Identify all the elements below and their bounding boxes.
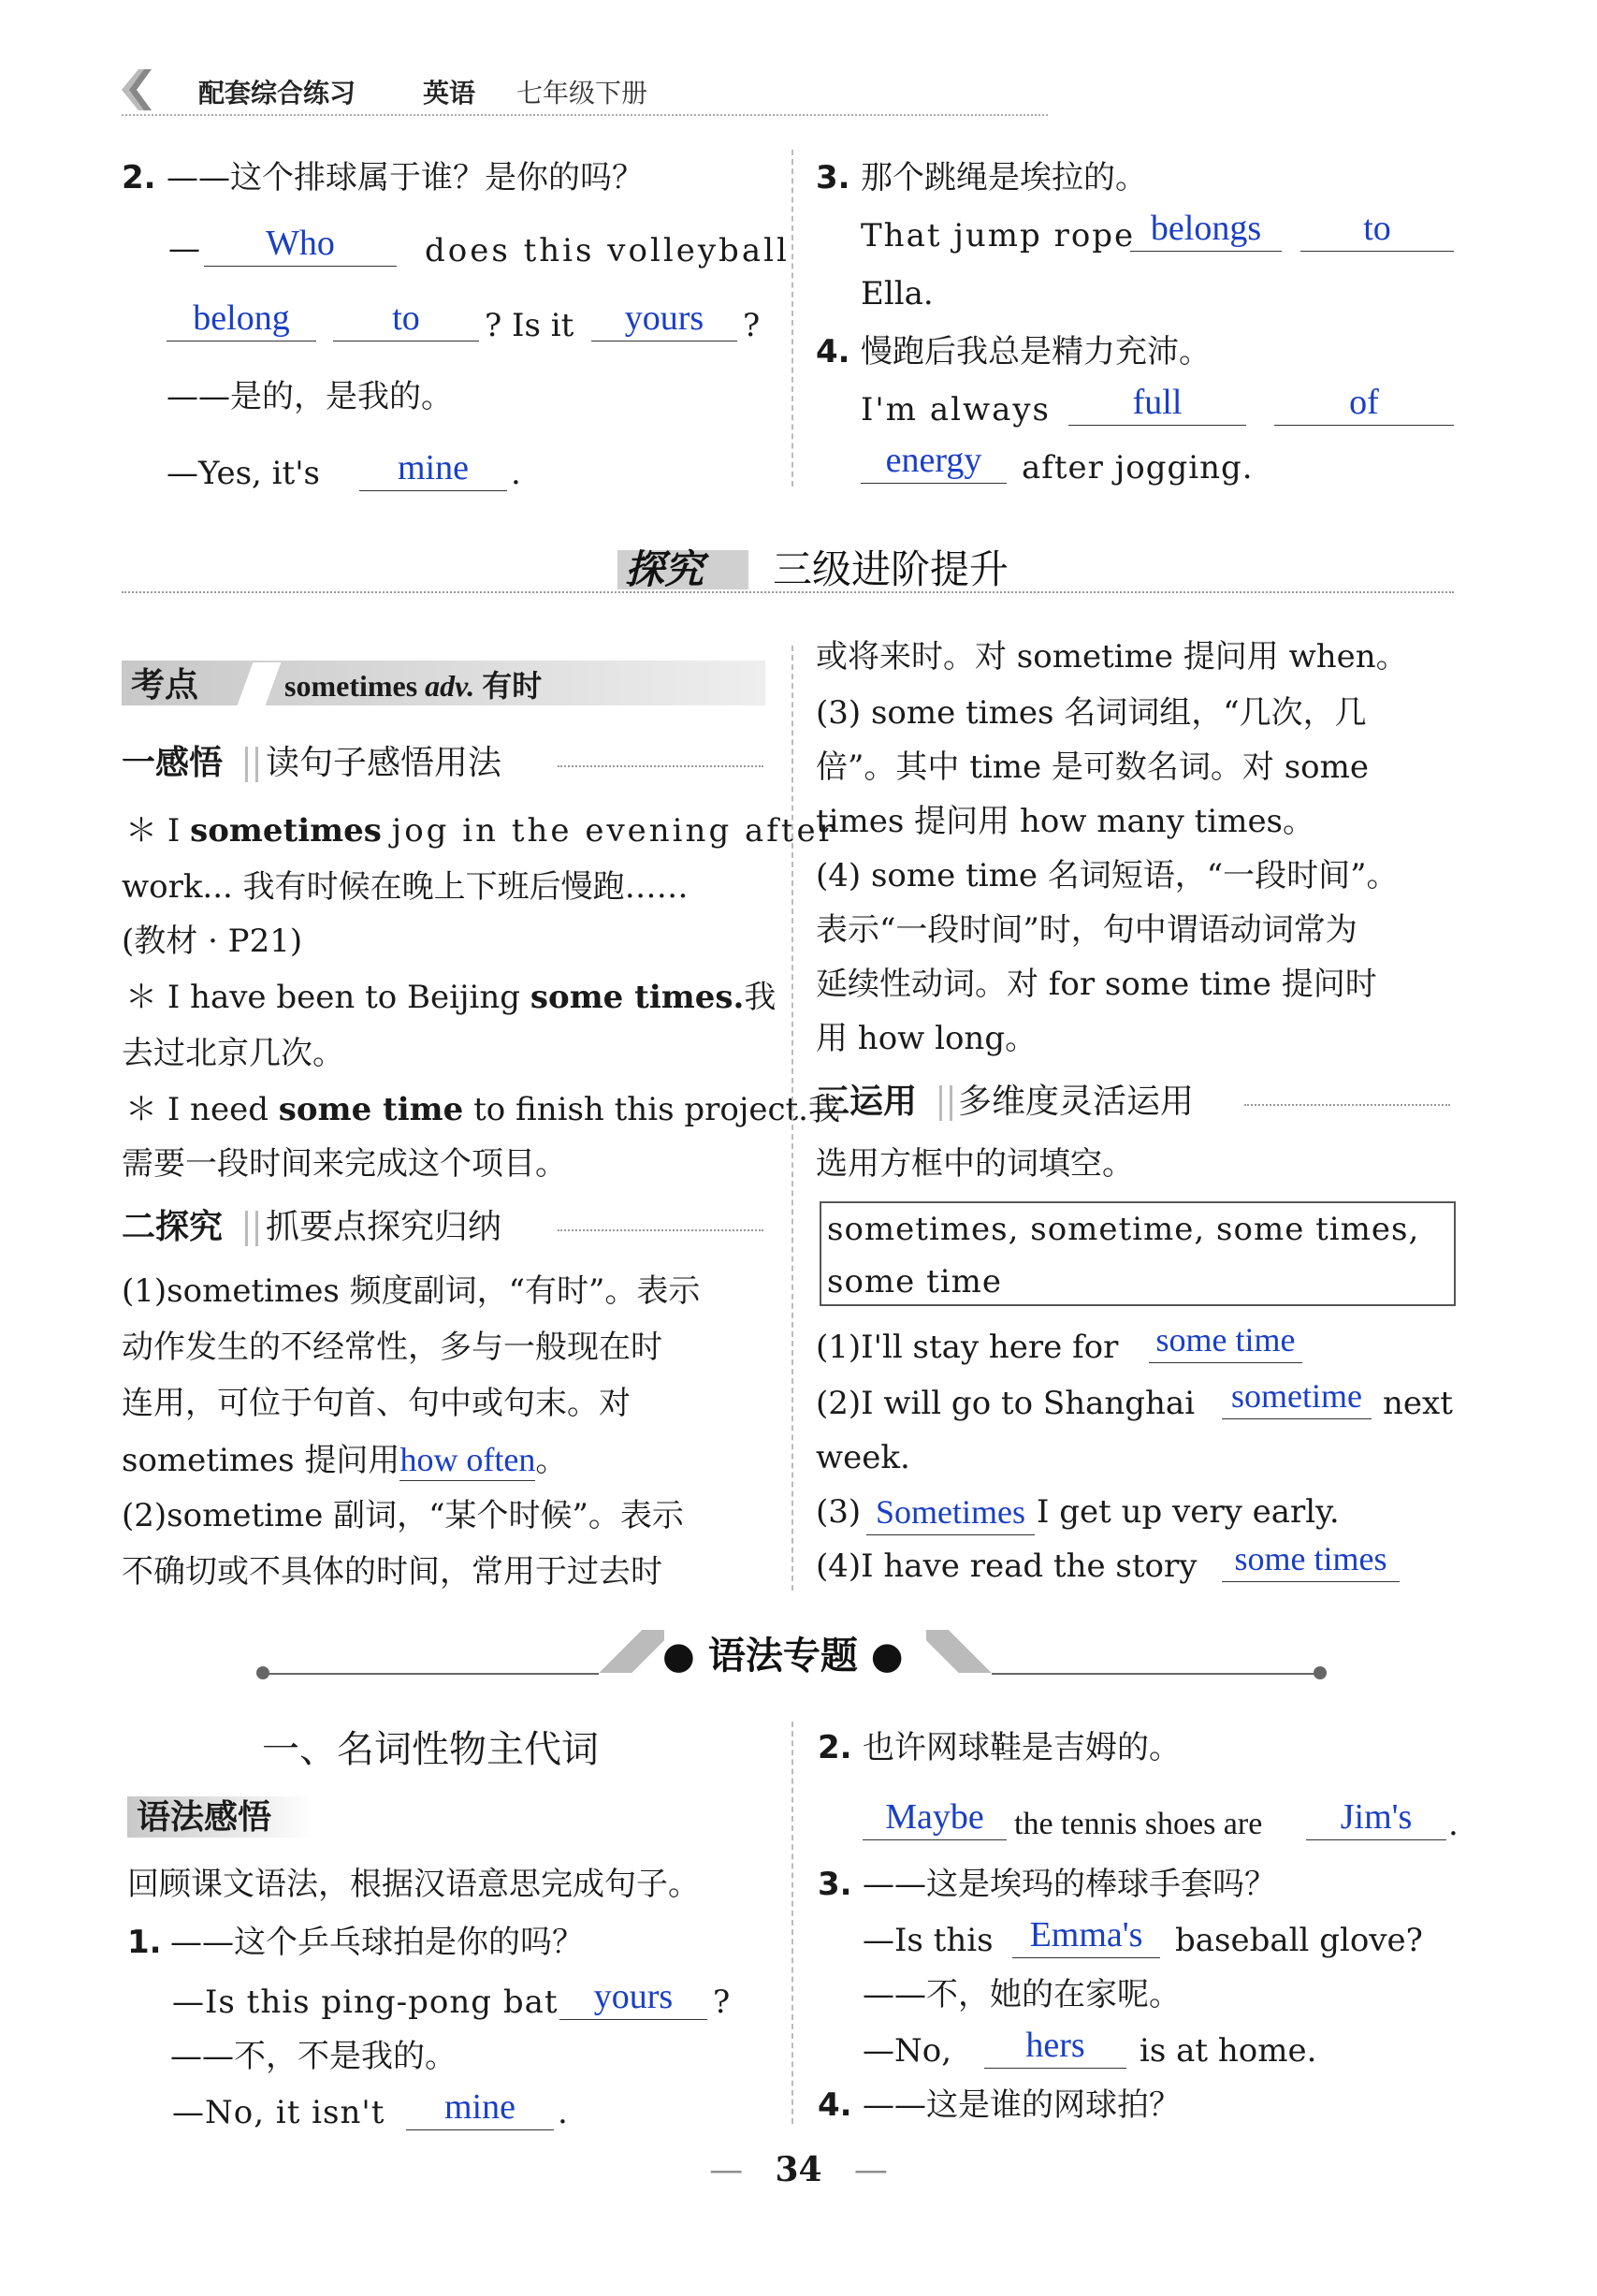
header-series: 配套综合练习 bbox=[198, 78, 356, 109]
g3-prompt: ——这是埃玛的棒球手套吗？ bbox=[863, 1866, 1276, 1903]
s2-rule bbox=[558, 1229, 763, 1231]
column-divider-middle bbox=[791, 646, 793, 1591]
fill-instruction: 选用方框中的词填空。 bbox=[816, 1145, 1134, 1183]
header-chevron-icon bbox=[120, 67, 153, 112]
s1-separator bbox=[245, 747, 258, 782]
q2-text-2: ? Is it bbox=[485, 307, 574, 344]
grammar-ornament-right bbox=[926, 1630, 992, 1673]
q2-answer-5: mine bbox=[359, 447, 507, 491]
q3-answer-2: to bbox=[1300, 208, 1454, 252]
fill-2-next: next bbox=[1383, 1385, 1453, 1422]
s1-label: 一感悟 bbox=[122, 744, 224, 782]
right-line4: times 提问用 how many times。 bbox=[816, 803, 1315, 840]
p1-line3: 连用，可位于句首、句中或句末。对 bbox=[122, 1385, 631, 1422]
grammar-ornament-left bbox=[599, 1630, 664, 1673]
g3-text-3: —No, bbox=[863, 2032, 952, 2070]
q3-answer-1: belongs bbox=[1130, 208, 1282, 252]
right-line1: 或将来时。对 sometime 提问用 when。 bbox=[816, 638, 1408, 676]
g1-number: 1. bbox=[127, 1924, 162, 1961]
g1-text-4: . bbox=[558, 2094, 568, 2131]
g3-text-1: —Is this bbox=[863, 1922, 994, 1959]
q2-reply-en: —Yes, it's bbox=[167, 455, 321, 492]
grammar-dot-left bbox=[256, 1666, 269, 1679]
ex1-line1: ＊ I sometimes jog in the evening after bbox=[125, 812, 836, 850]
g1-reply-zh: ——不，不是我的。 bbox=[170, 2038, 457, 2075]
p1-line2: 动作发生的不经常性，多与一般现在时 bbox=[122, 1329, 662, 1366]
q3-text-1: That jump rope bbox=[861, 217, 1136, 254]
g3-answer-2: hers bbox=[984, 2025, 1126, 2069]
ex2-line1: ＊ I have been to Beijing some times.我 bbox=[125, 979, 777, 1016]
g2-prompt: 也许网球鞋是吉姆的。 bbox=[863, 1729, 1181, 1766]
ex1-source: (教材 · P21) bbox=[122, 923, 303, 960]
p1-line1: (1)sometimes 频度副词，“有时”。表示 bbox=[122, 1272, 701, 1310]
q4-text-2: after jogging. bbox=[1022, 449, 1254, 487]
q4-answer-3: energy bbox=[861, 440, 1007, 484]
s2-separator bbox=[245, 1211, 258, 1246]
g2-answer-2: Jim's bbox=[1306, 1796, 1446, 1840]
kaodian-tag: 考点 bbox=[131, 666, 199, 705]
grammar-rule-left bbox=[262, 1673, 599, 1675]
fill-2-week: week. bbox=[816, 1439, 910, 1476]
q4-number: 4. bbox=[816, 333, 850, 371]
explore-rule bbox=[122, 591, 1454, 593]
q4-prompt: 慢跑后我总是精力充沛。 bbox=[861, 333, 1211, 371]
grammar-title: ● 语法专题 ● bbox=[662, 1635, 904, 1678]
right-line6: 表示“一段时间”时，句中谓语动词常为 bbox=[816, 911, 1357, 949]
column-divider-bottom bbox=[791, 1722, 793, 2124]
g2-number: 2. bbox=[818, 1729, 852, 1766]
fill-3-answer: Sometimes bbox=[866, 1491, 1035, 1535]
fill-3-num: (3) bbox=[816, 1493, 862, 1531]
g3-reply-zh: ——不，她的在家呢。 bbox=[863, 1976, 1181, 2013]
right-line5: (4) some time 名词短语，“一段时间”。 bbox=[816, 857, 1399, 894]
fill-4-text: (4)I have read the story bbox=[816, 1548, 1198, 1585]
header-grade: 七年级下册 bbox=[516, 78, 648, 109]
q2-answer-3: to bbox=[333, 298, 479, 341]
grammar-instruction: 回顾课文语法，根据汉语意思完成句子。 bbox=[127, 1866, 700, 1903]
right-line7: 延续性动词。对 for some time 提问时 bbox=[816, 966, 1377, 1003]
fill-4-answer: some times bbox=[1222, 1538, 1400, 1582]
g4-prompt: ——这是谁的网球拍？ bbox=[863, 2086, 1181, 2124]
p2-line2: 不确切或不具体的时间，常用于过去时 bbox=[122, 1553, 662, 1591]
g1-text-2: ? bbox=[713, 1984, 731, 2021]
explore-title-a: 探究 bbox=[625, 546, 704, 592]
grammar-section-title: 一、名词性物主代词 bbox=[262, 1728, 599, 1771]
ex2-line2: 去过北京几次。 bbox=[122, 1035, 344, 1072]
q2-answer-1: Who bbox=[204, 223, 397, 267]
s3-label: 三运用 bbox=[816, 1083, 918, 1121]
q3-prompt: 那个跳绳是埃拉的。 bbox=[861, 159, 1147, 196]
s1-title: 读句子感悟用法 bbox=[266, 744, 502, 782]
q4-answer-2: of bbox=[1274, 382, 1454, 426]
s2-title: 抓要点探究归纳 bbox=[266, 1208, 502, 1246]
fill-1-answer: some time bbox=[1149, 1319, 1302, 1363]
g2-text-1: the tennis shoes are bbox=[1014, 1807, 1263, 1841]
grammar-dot-right bbox=[1314, 1666, 1327, 1679]
g3-text-4: is at home. bbox=[1140, 2032, 1317, 2070]
q2-dash: — bbox=[168, 230, 200, 268]
g2-answer-1: Maybe bbox=[863, 1796, 1007, 1840]
g4-number: 4. bbox=[818, 2086, 852, 2124]
q3-text-2: Ella. bbox=[861, 275, 934, 312]
grammar-gan-label: 语法感悟 bbox=[137, 1798, 272, 1837]
grammar-rule-right bbox=[992, 1673, 1319, 1675]
right-line3: 倍”。其中 time 是可数名词。对 some bbox=[816, 748, 1369, 786]
g1-text-3: —No, it isn't bbox=[172, 2094, 385, 2131]
word-box-line1: sometimes, sometime, some times, bbox=[827, 1211, 1420, 1248]
q2-answer-2: belong bbox=[167, 298, 316, 341]
q4-text-1: I'm always bbox=[861, 391, 1051, 429]
explore-title-b: 三级进阶提升 bbox=[773, 546, 1009, 592]
g1-text-1: —Is this ping-pong bat bbox=[172, 1984, 559, 2021]
s2-label: 二探究 bbox=[122, 1208, 224, 1246]
ex3-line2: 需要一段时间来完成这个项目。 bbox=[122, 1145, 567, 1183]
g1-prompt: ——这个乒乓球拍是你的吗？ bbox=[170, 1924, 584, 1961]
column-divider-top bbox=[791, 150, 793, 487]
fill-2-answer: sometime bbox=[1222, 1375, 1372, 1419]
q2-number: 2. bbox=[122, 159, 156, 196]
p1-answer: how often bbox=[399, 1439, 535, 1481]
kaodian-title: sometimes adv. 有时 bbox=[284, 668, 543, 704]
right-line2: (3) some times 名词词组，“几次，几 bbox=[816, 694, 1367, 732]
fill-3-text: I get up very early. bbox=[1037, 1493, 1340, 1531]
q2-prompt: ——这个排球属于谁？是你的吗？ bbox=[167, 159, 644, 196]
word-box-line2: some time bbox=[827, 1263, 1002, 1301]
p1-line4: sometimes 提问用how often。 bbox=[122, 1441, 568, 1479]
fill-2-text: (2)I will go to Shanghai bbox=[816, 1385, 1196, 1422]
header-rule bbox=[122, 114, 1048, 116]
g1-answer-1: yours bbox=[559, 1976, 707, 2020]
s3-rule bbox=[1244, 1104, 1450, 1106]
q3-number: 3. bbox=[816, 159, 850, 196]
g3-text-2: baseball glove? bbox=[1175, 1922, 1423, 1959]
q2-text-3: ? bbox=[743, 307, 761, 344]
right-line8: 用 how long。 bbox=[816, 1020, 1038, 1057]
q2-period: . bbox=[511, 455, 521, 492]
s1-rule bbox=[558, 765, 763, 767]
ex3-line1: ＊ I need some time to finish this project.我 bbox=[125, 1091, 840, 1128]
header-subject: 英语 bbox=[423, 78, 476, 109]
q2-text-1: does this volleyball bbox=[425, 232, 790, 269]
q2-answer-4: yours bbox=[591, 298, 737, 341]
g3-answer-1: Emma's bbox=[1012, 1914, 1160, 1958]
q4-answer-1: full bbox=[1068, 382, 1246, 426]
g3-number: 3. bbox=[818, 1866, 852, 1903]
fill-1-text: (1)I'll stay here for bbox=[816, 1329, 1119, 1366]
ex1-line2: work... 我有时候在晚上下班后慢跑…… bbox=[122, 868, 689, 906]
p2-line1: (2)sometime 副词，“某个时候”。表示 bbox=[122, 1497, 684, 1534]
page-number: — 34 — bbox=[709, 2150, 888, 2189]
g2-text-2: . bbox=[1448, 1806, 1459, 1843]
g1-answer-2: mine bbox=[406, 2086, 554, 2130]
s3-title: 多维度灵活运用 bbox=[958, 1083, 1195, 1121]
s3-separator bbox=[939, 1085, 952, 1121]
q2-reply-zh: ——是的，是我的。 bbox=[167, 378, 453, 415]
